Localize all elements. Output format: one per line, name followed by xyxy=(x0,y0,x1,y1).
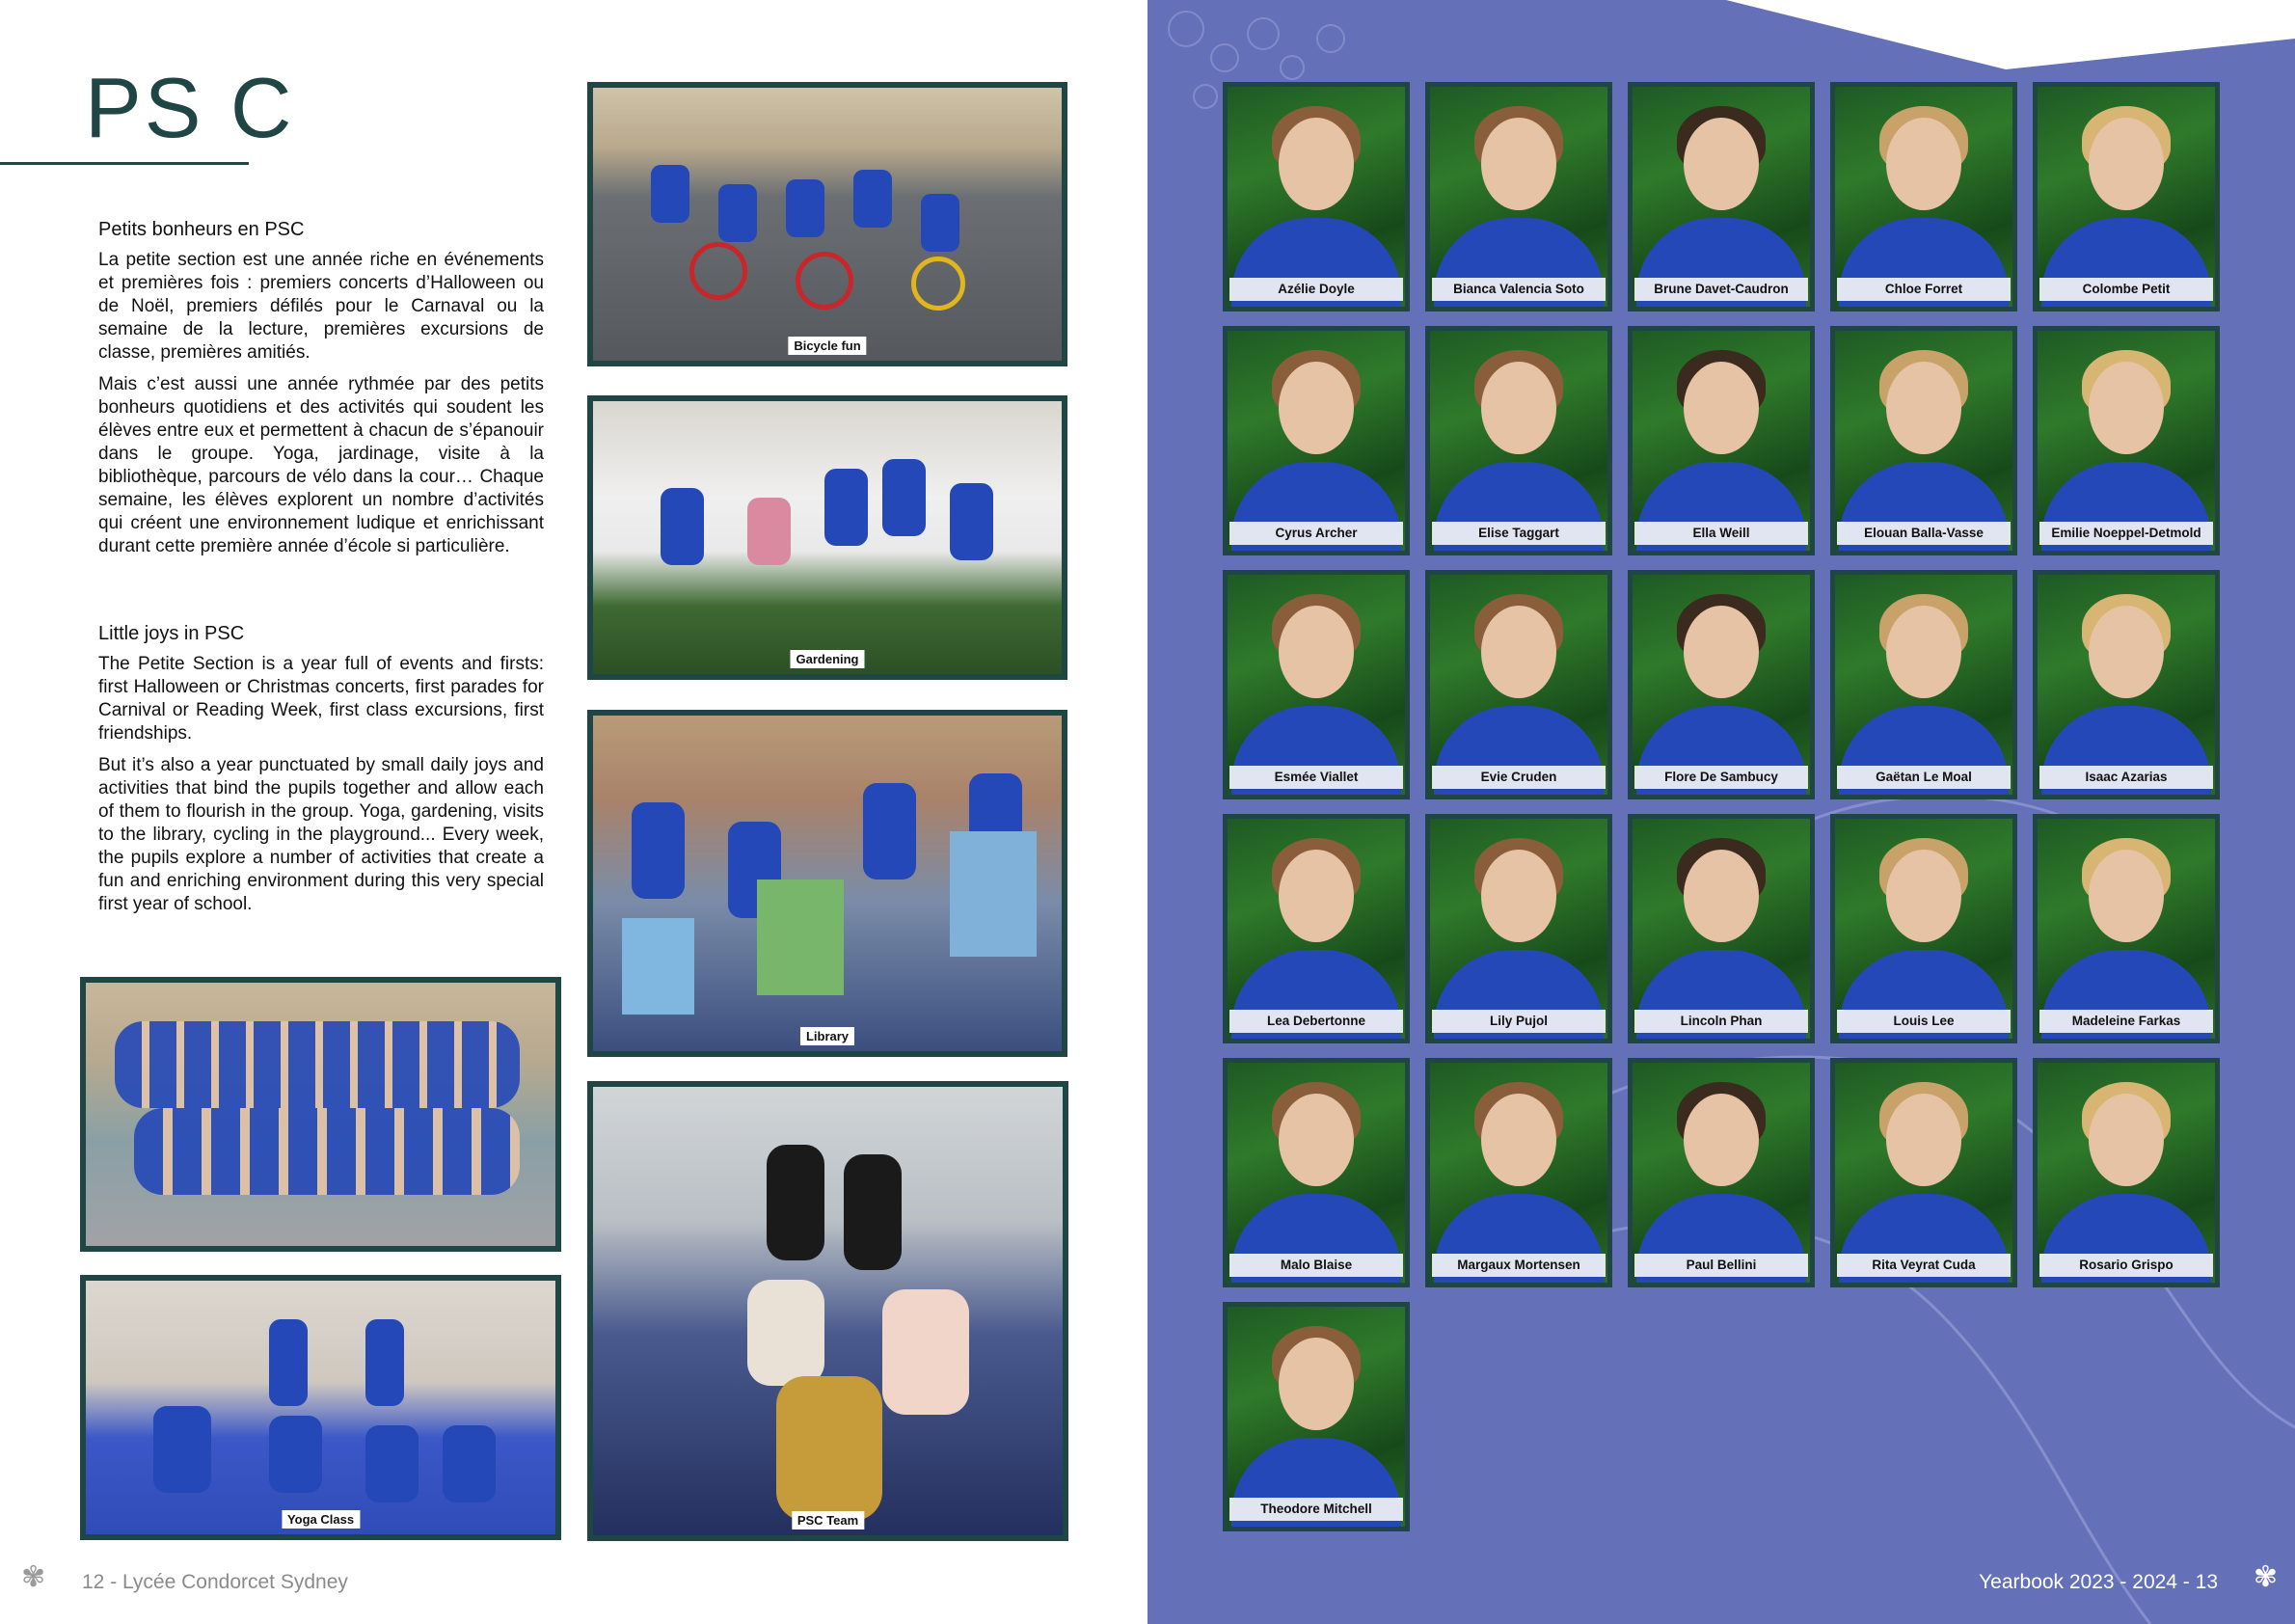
page-title: PS C xyxy=(85,60,295,155)
student-portrait xyxy=(1223,570,1410,799)
portrait-photo xyxy=(1633,819,1810,1039)
portrait-face xyxy=(1886,606,1961,698)
title-underline xyxy=(0,162,249,165)
caption-yoga-class: Yoga Class xyxy=(282,1510,360,1529)
student-portrait xyxy=(1223,1302,1410,1531)
portrait-face xyxy=(1886,118,1961,210)
student-portrait xyxy=(2033,814,2220,1043)
portrait-face xyxy=(1886,1094,1961,1186)
student-name: Lincoln Phan xyxy=(1634,1010,1808,1033)
photo-psc-team-image xyxy=(593,1087,1063,1535)
portrait-photo xyxy=(1228,819,1405,1039)
french-paragraph-1: La petite section est une année riche en événements et premières fois : premiers concerts d’Halloween ou de Noël, premiers défilés pour le Carnaval ou la semaine de la lecture, premières excursions de classe, premières amitiés. xyxy=(98,250,544,363)
student-name: Madeleine Farkas xyxy=(2039,1010,2213,1033)
portrait-face xyxy=(1279,850,1354,942)
student-portrait xyxy=(1830,82,2017,311)
portrait-face xyxy=(2089,118,2164,210)
portrait-photo xyxy=(1633,331,1810,551)
student-name: Theodore Mitchell xyxy=(1229,1498,1403,1521)
portrait-photo xyxy=(1633,1063,1810,1283)
portrait-photo xyxy=(1835,1063,2012,1283)
student-portrait xyxy=(2033,82,2220,311)
french-paragraph-2: Mais c’est aussi une année rythmée par des petits bonheurs quotidiens et des activités qui soudent les élèves entre eux et permettent à chacun de s’épanouir dans le groupe. Yoga, jardinage, visite à la bibliothèque, parcours de vélo dans la cour… Chaque semaine, les élèves explorent un nombre d’activités qui créent une environnement ludique et enrichissant durant cette première année d’école si particulière. xyxy=(98,374,544,556)
student-portrait xyxy=(1628,1058,1815,1287)
english-heading: Little joys in PSC xyxy=(98,623,245,644)
photo-class-group-image xyxy=(86,983,555,1246)
portrait-face xyxy=(1279,118,1354,210)
caption-library: Library xyxy=(800,1027,854,1045)
english-paragraph-1: The Petite Section is a year full of events and firsts: first Halloween or Christmas concerts, first parades for Carnival or Reading Week, first class excursions, first friendships. xyxy=(98,654,544,744)
portrait-face xyxy=(1684,362,1759,454)
right-page xyxy=(1148,0,2295,1624)
french-text-block xyxy=(98,218,544,567)
photo-bicycle-image xyxy=(593,88,1062,361)
student-name: Isaac Azarias xyxy=(2039,766,2213,789)
student-name: Lea Debertonne xyxy=(1229,1010,1403,1033)
student-portrait xyxy=(1628,326,1815,555)
portrait-face xyxy=(1684,118,1759,210)
portrait-photo xyxy=(2038,331,2215,551)
portrait-face xyxy=(1279,606,1354,698)
top-notch-shape xyxy=(1408,0,2295,69)
portrait-photo xyxy=(1430,1063,1607,1283)
student-portrait xyxy=(1628,82,1815,311)
portrait-face xyxy=(1279,1094,1354,1186)
student-portrait xyxy=(1830,814,2017,1043)
portrait-face xyxy=(1684,1094,1759,1186)
portrait-photo xyxy=(2038,1063,2215,1283)
student-portrait xyxy=(2033,1058,2220,1287)
student-name: Margaux Mortensen xyxy=(1432,1254,1606,1277)
portrait-face xyxy=(1684,850,1759,942)
photo-class-group xyxy=(80,977,561,1252)
portrait-face xyxy=(2089,850,2164,942)
student-portrait xyxy=(2033,326,2220,555)
student-name: Lily Pujol xyxy=(1432,1010,1606,1033)
student-name: Rosario Grispo xyxy=(2039,1254,2213,1277)
english-paragraph-2: But it’s also a year punctuated by small daily joys and activities that bind the pupils together and allow each of them to flourish in the group. Yoga, gardening, visits to the library, cycling in the playground... Every week, the pupils explore a number of activities that create a fun and enriching environment during this very special first year of school. xyxy=(98,755,544,914)
portrait-face xyxy=(1279,362,1354,454)
student-name: Elouan Balla-Vasse xyxy=(1837,522,2011,545)
portrait-face xyxy=(1481,118,1556,210)
school-crest-icon: ✾ xyxy=(21,1561,46,1593)
photo-psc-team xyxy=(587,1081,1068,1541)
french-heading: Petits bonheurs en PSC xyxy=(98,219,305,240)
student-portrait xyxy=(1425,326,1612,555)
portrait-face xyxy=(1684,606,1759,698)
portrait-face xyxy=(2089,1094,2164,1186)
student-name: Ella Weill xyxy=(1634,522,1808,545)
portrait-photo xyxy=(2038,819,2215,1039)
student-name: Paul Bellini xyxy=(1634,1254,1808,1277)
student-name: Bianca Valencia Soto xyxy=(1432,278,1606,301)
portrait-photo xyxy=(1228,331,1405,551)
portrait-face xyxy=(1886,850,1961,942)
portrait-photo xyxy=(1228,1307,1405,1527)
portrait-photo xyxy=(1228,87,1405,307)
photo-gardening xyxy=(587,395,1067,680)
student-name: Gaëtan Le Moal xyxy=(1837,766,2011,789)
student-portrait xyxy=(1830,570,2017,799)
photo-yoga-image xyxy=(86,1281,555,1534)
student-portrait xyxy=(1223,82,1410,311)
student-name: Rita Veyrat Cuda xyxy=(1837,1254,2011,1277)
student-portrait xyxy=(1425,570,1612,799)
student-name: Azélie Doyle xyxy=(1229,278,1403,301)
student-name: Colombe Petit xyxy=(2039,278,2213,301)
portrait-photo xyxy=(1430,575,1607,795)
student-portrait xyxy=(1223,326,1410,555)
portrait-face xyxy=(1481,362,1556,454)
student-portrait xyxy=(1223,814,1410,1043)
student-name: Emilie Noeppel-Detmold xyxy=(2039,522,2213,545)
student-portrait xyxy=(1830,326,2017,555)
student-portrait xyxy=(1628,570,1815,799)
footer-right: Yearbook 2023 - 2024 - 13 xyxy=(1979,1571,2218,1593)
portrait-photo xyxy=(1835,331,2012,551)
portrait-face xyxy=(2089,606,2164,698)
student-name: Elise Taggart xyxy=(1432,522,1606,545)
english-text-block xyxy=(98,622,544,925)
portrait-face xyxy=(1279,1338,1354,1430)
portrait-face xyxy=(1481,606,1556,698)
photo-library-image xyxy=(593,716,1062,1051)
student-portrait xyxy=(1425,1058,1612,1287)
photo-yoga-class xyxy=(80,1275,561,1540)
portrait-photo xyxy=(1835,575,2012,795)
portrait-photo xyxy=(1430,87,1607,307)
portrait-photo xyxy=(1430,331,1607,551)
caption-bicycle-fun: Bicycle fun xyxy=(788,337,866,355)
student-name: Flore De Sambucy xyxy=(1634,766,1808,789)
student-name: Cyrus Archer xyxy=(1229,522,1403,545)
portrait-photo xyxy=(1633,87,1810,307)
student-portrait xyxy=(1628,814,1815,1043)
student-name: Brune Davet-Caudron xyxy=(1634,278,1808,301)
footer-left: 12 - Lycée Condorcet Sydney xyxy=(82,1571,348,1593)
student-portrait xyxy=(1830,1058,2017,1287)
school-crest-icon-right: ✾ xyxy=(2253,1561,2278,1593)
photo-gardening-image xyxy=(593,401,1062,674)
portrait-photo xyxy=(1228,1063,1405,1283)
student-portrait xyxy=(1425,82,1612,311)
student-name: Malo Blaise xyxy=(1229,1254,1403,1277)
student-name: Esmée Viallet xyxy=(1229,766,1403,789)
portrait-photo xyxy=(1633,575,1810,795)
caption-gardening: Gardening xyxy=(790,650,864,668)
portrait-photo xyxy=(1835,819,2012,1039)
portrait-photo xyxy=(1430,819,1607,1039)
portrait-photo xyxy=(1228,575,1405,795)
portrait-face xyxy=(1886,362,1961,454)
portrait-photo xyxy=(2038,87,2215,307)
caption-psc-team: PSC Team xyxy=(792,1511,864,1529)
student-portrait xyxy=(1425,814,1612,1043)
portrait-face xyxy=(1481,1094,1556,1186)
photo-bicycle-fun xyxy=(587,82,1067,366)
portrait-photo xyxy=(2038,575,2215,795)
portrait-face xyxy=(1481,850,1556,942)
portrait-face xyxy=(2089,362,2164,454)
student-portrait xyxy=(1223,1058,1410,1287)
photo-library xyxy=(587,710,1067,1057)
portrait-photo xyxy=(1835,87,2012,307)
student-name: Chloe Forret xyxy=(1837,278,2011,301)
student-name: Evie Cruden xyxy=(1432,766,1606,789)
student-name: Louis Lee xyxy=(1837,1010,2011,1033)
student-portrait xyxy=(2033,570,2220,799)
